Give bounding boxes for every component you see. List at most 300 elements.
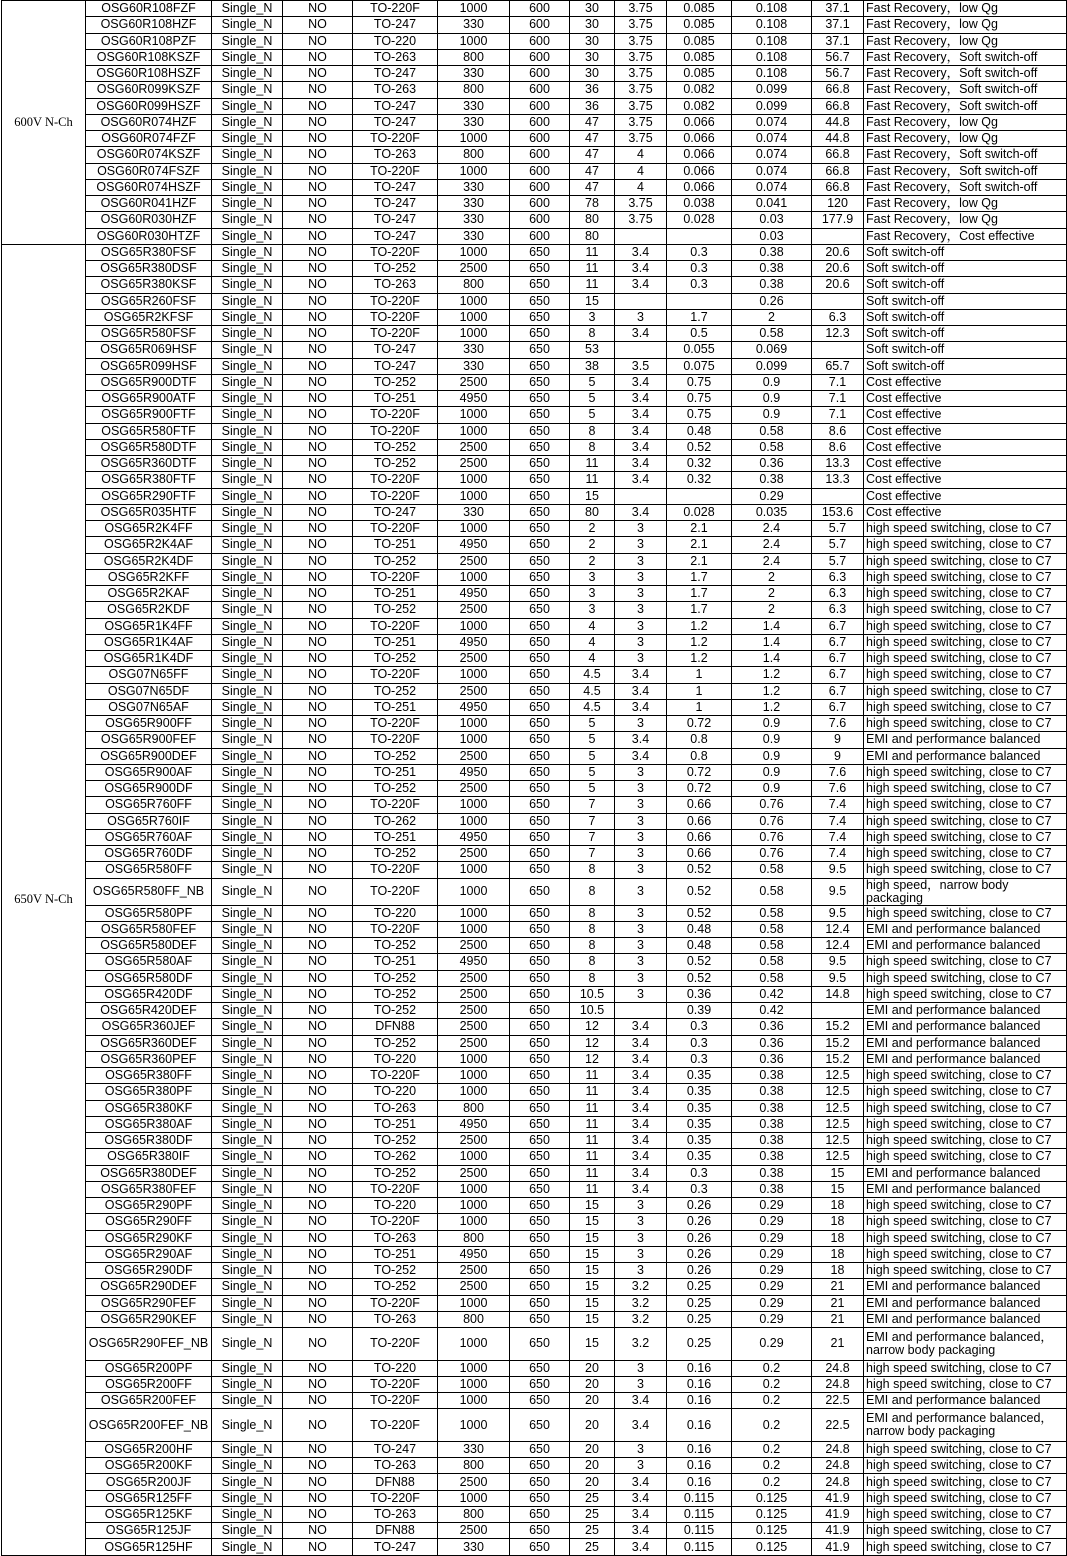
cell-vds: 600 xyxy=(510,114,570,130)
cell-esd: NO xyxy=(283,1035,353,1051)
cell-rds-typ: 0.085 xyxy=(667,49,732,65)
cell-qg: 24.8 xyxy=(812,1458,864,1474)
cell-id: 80 xyxy=(570,504,615,520)
cell-package: TO-247 xyxy=(353,342,438,358)
cell-part-number: OSG65R2KAF xyxy=(86,586,212,602)
table-row xyxy=(2,1409,1067,1442)
cell-id: 10.5 xyxy=(570,986,615,1002)
cell-qg: 8.6 xyxy=(812,439,864,455)
cell-vth: 3 xyxy=(615,764,667,780)
cell-qg: 5.7 xyxy=(812,553,864,569)
cell-rds-typ: 0.085 xyxy=(667,33,732,49)
cell-rds-max: 0.29 xyxy=(732,1328,812,1361)
table-row xyxy=(2,1279,1067,1295)
cell-id: 5 xyxy=(570,391,615,407)
cell-mpq: 2500 xyxy=(438,439,510,455)
table-row xyxy=(2,1376,1067,1392)
table-row xyxy=(2,228,1067,244)
cell-configuration: Single_N xyxy=(212,66,283,82)
cell-esd: NO xyxy=(283,1393,353,1409)
cell-vds: 650 xyxy=(510,342,570,358)
cell-application: high speed switching, close to C7 xyxy=(864,954,1067,970)
cell-esd: NO xyxy=(283,1506,353,1522)
cell-mpq: 1000 xyxy=(438,813,510,829)
cell-esd: NO xyxy=(283,1165,353,1181)
cell-vds: 650 xyxy=(510,846,570,862)
cell-application: high speed switching, close to C7 xyxy=(864,1068,1067,1084)
cell-vds: 600 xyxy=(510,196,570,212)
cell-mpq: 2500 xyxy=(438,748,510,764)
cell-package: TO-220F xyxy=(353,716,438,732)
cell-package: TO-220F xyxy=(353,407,438,423)
cell-id: 20 xyxy=(570,1376,615,1392)
cell-application: high speed switching, close to C7 xyxy=(864,1263,1067,1279)
cell-vth: 3.75 xyxy=(615,17,667,33)
cell-esd: NO xyxy=(283,1100,353,1116)
cell-configuration: Single_N xyxy=(212,1539,283,1555)
cell-package: TO-252 xyxy=(353,748,438,764)
cell-vds: 650 xyxy=(510,1051,570,1067)
cell-id: 15 xyxy=(570,1279,615,1295)
cell-qg: 20.6 xyxy=(812,261,864,277)
table-row xyxy=(2,212,1067,228)
cell-mpq: 1000 xyxy=(438,131,510,147)
table-row xyxy=(2,618,1067,634)
cell-rds-typ: 0.028 xyxy=(667,212,732,228)
cell-vth: 3.75 xyxy=(615,98,667,114)
cell-vds: 650 xyxy=(510,797,570,813)
cell-esd: NO xyxy=(283,1051,353,1067)
table-row xyxy=(2,326,1067,342)
cell-rds-max: 0.58 xyxy=(732,905,812,921)
cell-rds-max: 0.074 xyxy=(732,163,812,179)
cell-qg xyxy=(812,342,864,358)
cell-id: 5 xyxy=(570,716,615,732)
cell-vds: 650 xyxy=(510,716,570,732)
cell-vds: 650 xyxy=(510,1003,570,1019)
cell-application: EMI and performance balanced xyxy=(864,938,1067,954)
cell-qg: 9.5 xyxy=(812,954,864,970)
cell-esd: NO xyxy=(283,423,353,439)
table-row xyxy=(2,1246,1067,1262)
cell-mpq: 2500 xyxy=(438,1474,510,1490)
cell-part-number: OSG65R580DTF xyxy=(86,439,212,455)
cell-rds-max: 0.2 xyxy=(732,1441,812,1457)
cell-application: Fast Recovery，Cost effective xyxy=(864,228,1067,244)
cell-rds-max: 0.36 xyxy=(732,456,812,472)
cell-rds-max: 0.29 xyxy=(732,1246,812,1262)
cell-rds-typ: 1.2 xyxy=(667,634,732,650)
table-row xyxy=(2,488,1067,504)
cell-vth: 3 xyxy=(615,716,667,732)
cell-qg: 120 xyxy=(812,196,864,212)
cell-id: 5 xyxy=(570,732,615,748)
cell-rds-typ: 0.3 xyxy=(667,277,732,293)
cell-rds-max: 1.4 xyxy=(732,651,812,667)
cell-rds-typ: 0.3 xyxy=(667,244,732,260)
cell-rds-typ: 0.39 xyxy=(667,1003,732,1019)
cell-vth: 3.4 xyxy=(615,1181,667,1197)
cell-id: 4.5 xyxy=(570,683,615,699)
table-row xyxy=(2,683,1067,699)
cell-vds: 650 xyxy=(510,423,570,439)
cell-package: TO-220 xyxy=(353,1360,438,1376)
cell-package: TO-251 xyxy=(353,1246,438,1262)
cell-mpq: 1000 xyxy=(438,921,510,937)
cell-vds: 650 xyxy=(510,667,570,683)
cell-mpq: 2500 xyxy=(438,1035,510,1051)
cell-vds: 650 xyxy=(510,862,570,878)
cell-application: Fast Recovery，Soft switch-off xyxy=(864,49,1067,65)
cell-mpq: 1000 xyxy=(438,618,510,634)
cell-vds: 650 xyxy=(510,261,570,277)
cell-esd: NO xyxy=(283,179,353,195)
cell-rds-typ: 0.66 xyxy=(667,797,732,813)
cell-rds-max: 1.2 xyxy=(732,683,812,699)
cell-mpq: 1000 xyxy=(438,1214,510,1230)
cell-package: TO-247 xyxy=(353,228,438,244)
cell-esd: NO xyxy=(283,634,353,650)
cell-qg: 12.5 xyxy=(812,1068,864,1084)
cell-configuration: Single_N xyxy=(212,114,283,130)
table-row xyxy=(2,1328,1067,1361)
cell-application: high speed switching, close to C7 xyxy=(864,1490,1067,1506)
cell-rds-typ: 0.115 xyxy=(667,1523,732,1539)
cell-esd: NO xyxy=(283,1360,353,1376)
cell-configuration: Single_N xyxy=(212,954,283,970)
cell-application: Cost effective xyxy=(864,391,1067,407)
table-row xyxy=(2,553,1067,569)
cell-esd: NO xyxy=(283,521,353,537)
cell-esd: NO xyxy=(283,537,353,553)
table-row xyxy=(2,878,1067,905)
cell-part-number: OSG65R1K4FF xyxy=(86,618,212,634)
cell-vds: 650 xyxy=(510,358,570,374)
cell-qg: 22.5 xyxy=(812,1393,864,1409)
cell-rds-typ: 0.3 xyxy=(667,1165,732,1181)
cell-rds-max: 2 xyxy=(732,569,812,585)
table-row xyxy=(2,634,1067,650)
cell-application: high speed switching, close to C7 xyxy=(864,905,1067,921)
cell-rds-max: 1.4 xyxy=(732,618,812,634)
table-body xyxy=(2,1,1067,1556)
cell-part-number: OSG65R2KDF xyxy=(86,602,212,618)
table-row xyxy=(2,244,1067,260)
cell-package: TO-220F xyxy=(353,131,438,147)
cell-id: 15 xyxy=(570,1263,615,1279)
cell-part-number: OSG65R380FSF xyxy=(86,244,212,260)
cell-configuration: Single_N xyxy=(212,179,283,195)
cell-mpq: 1000 xyxy=(438,1198,510,1214)
cell-qg: 9 xyxy=(812,732,864,748)
cell-configuration: Single_N xyxy=(212,748,283,764)
cell-rds-typ: 0.085 xyxy=(667,66,732,82)
cell-esd: NO xyxy=(283,1003,353,1019)
cell-vth: 3.4 xyxy=(615,732,667,748)
cell-vth: 3 xyxy=(615,797,667,813)
cell-vth: 3.4 xyxy=(615,1019,667,1035)
cell-id: 15 xyxy=(570,1328,615,1361)
cell-qg: 44.8 xyxy=(812,114,864,130)
cell-qg: 7.1 xyxy=(812,407,864,423)
cell-part-number: OSG65R125JF xyxy=(86,1523,212,1539)
cell-esd: NO xyxy=(283,66,353,82)
cell-vth: 3.4 xyxy=(615,667,667,683)
cell-application: high speed switching, close to C7 xyxy=(864,667,1067,683)
cell-vds: 600 xyxy=(510,163,570,179)
cell-vds: 650 xyxy=(510,537,570,553)
cell-rds-max: 1.4 xyxy=(732,634,812,650)
cell-package: TO-251 xyxy=(353,699,438,715)
cell-qg: 6.7 xyxy=(812,651,864,667)
cell-configuration: Single_N xyxy=(212,407,283,423)
cell-vth: 3 xyxy=(615,829,667,845)
cell-id: 10.5 xyxy=(570,1003,615,1019)
cell-package: TO-247 xyxy=(353,504,438,520)
cell-application: high speed switching, close to C7 xyxy=(864,797,1067,813)
cell-esd: NO xyxy=(283,488,353,504)
cell-rds-typ: 0.75 xyxy=(667,374,732,390)
cell-qg: 15.2 xyxy=(812,1019,864,1035)
cell-rds-max: 0.03 xyxy=(732,228,812,244)
cell-mpq: 4950 xyxy=(438,699,510,715)
table-row xyxy=(2,1100,1067,1116)
cell-mpq: 1000 xyxy=(438,309,510,325)
cell-mpq: 330 xyxy=(438,114,510,130)
cell-vds: 650 xyxy=(510,1068,570,1084)
cell-application: Cost effective xyxy=(864,488,1067,504)
cell-mpq: 1000 xyxy=(438,1409,510,1442)
cell-qg xyxy=(812,228,864,244)
cell-application: EMI and performance balanced xyxy=(864,1019,1067,1035)
cell-rds-max: 0.108 xyxy=(732,66,812,82)
cell-qg: 21 xyxy=(812,1311,864,1327)
cell-vds: 600 xyxy=(510,82,570,98)
cell-rds-max: 0.58 xyxy=(732,970,812,986)
cell-part-number: OSG65R290DEF xyxy=(86,1279,212,1295)
cell-vds: 650 xyxy=(510,878,570,905)
cell-mpq: 4950 xyxy=(438,829,510,845)
cell-qg: 20.6 xyxy=(812,244,864,260)
cell-rds-max: 0.42 xyxy=(732,1003,812,1019)
cell-qg: 65.7 xyxy=(812,358,864,374)
cell-esd: NO xyxy=(283,1441,353,1457)
cell-configuration: Single_N xyxy=(212,1328,283,1361)
cell-esd: NO xyxy=(283,569,353,585)
cell-mpq: 330 xyxy=(438,212,510,228)
cell-vth: 3 xyxy=(615,1198,667,1214)
cell-vth: 3.4 xyxy=(615,1116,667,1132)
cell-qg: 21 xyxy=(812,1295,864,1311)
table-row xyxy=(2,1035,1067,1051)
group-label: 600V N-Ch xyxy=(2,1,86,245)
cell-vds: 600 xyxy=(510,179,570,195)
cell-application: high speed switching, close to C7 xyxy=(864,1523,1067,1539)
table-row xyxy=(2,748,1067,764)
cell-configuration: Single_N xyxy=(212,228,283,244)
cell-qg: 6.3 xyxy=(812,586,864,602)
cell-part-number: OSG65R290KF xyxy=(86,1230,212,1246)
cell-mpq: 4950 xyxy=(438,1246,510,1262)
cell-mpq: 2500 xyxy=(438,602,510,618)
cell-vth: 3 xyxy=(615,905,667,921)
cell-qg: 18 xyxy=(812,1230,864,1246)
cell-part-number: OSG65R380FTF xyxy=(86,472,212,488)
cell-configuration: Single_N xyxy=(212,1230,283,1246)
cell-id: 15 xyxy=(570,1214,615,1230)
cell-configuration: Single_N xyxy=(212,1376,283,1392)
cell-configuration: Single_N xyxy=(212,781,283,797)
cell-vth: 3.4 xyxy=(615,423,667,439)
cell-id: 11 xyxy=(570,1116,615,1132)
cell-qg: 37.1 xyxy=(812,17,864,33)
cell-rds-max: 2.4 xyxy=(732,521,812,537)
cell-vth: 3.5 xyxy=(615,358,667,374)
cell-package: TO-220F xyxy=(353,293,438,309)
cell-configuration: Single_N xyxy=(212,553,283,569)
cell-rds-max: 0.38 xyxy=(732,244,812,260)
cell-configuration: Single_N xyxy=(212,683,283,699)
cell-id: 7 xyxy=(570,829,615,845)
cell-vth: 3 xyxy=(615,602,667,618)
cell-qg: 21 xyxy=(812,1279,864,1295)
cell-mpq: 1000 xyxy=(438,1181,510,1197)
table-row xyxy=(2,1539,1067,1555)
cell-part-number: OSG65R380DEF xyxy=(86,1165,212,1181)
cell-qg: 6.7 xyxy=(812,618,864,634)
cell-qg: 66.8 xyxy=(812,163,864,179)
cell-configuration: Single_N xyxy=(212,618,283,634)
cell-package: TO-220F xyxy=(353,1214,438,1230)
cell-vds: 650 xyxy=(510,732,570,748)
cell-application: high speed switching, close to C7 xyxy=(864,1458,1067,1474)
cell-configuration: Single_N xyxy=(212,569,283,585)
cell-package: TO-263 xyxy=(353,1230,438,1246)
cell-part-number: OSG65R360PEF xyxy=(86,1051,212,1067)
cell-rds-typ: 0.115 xyxy=(667,1490,732,1506)
cell-vds: 650 xyxy=(510,699,570,715)
cell-configuration: Single_N xyxy=(212,504,283,520)
table-row xyxy=(2,358,1067,374)
cell-configuration: Single_N xyxy=(212,212,283,228)
cell-package: TO-220F xyxy=(353,326,438,342)
cell-application: high speed switching, close to C7 xyxy=(864,683,1067,699)
cell-vds: 600 xyxy=(510,66,570,82)
cell-vds: 650 xyxy=(510,651,570,667)
cell-mpq: 1000 xyxy=(438,862,510,878)
cell-vth: 3.75 xyxy=(615,82,667,98)
cell-id: 8 xyxy=(570,439,615,455)
cell-configuration: Single_N xyxy=(212,1279,283,1295)
cell-part-number: OSG65R760FF xyxy=(86,797,212,813)
cell-application: high speed switching, close to C7 xyxy=(864,634,1067,650)
cell-qg: 153.6 xyxy=(812,504,864,520)
cell-vth: 3.4 xyxy=(615,277,667,293)
cell-qg: 44.8 xyxy=(812,131,864,147)
cell-configuration: Single_N xyxy=(212,602,283,618)
cell-mpq: 1000 xyxy=(438,667,510,683)
cell-vth: 3 xyxy=(615,970,667,986)
cell-qg: 66.8 xyxy=(812,82,864,98)
cell-rds-max: 0.29 xyxy=(732,1214,812,1230)
cell-vds: 650 xyxy=(510,1116,570,1132)
cell-mpq: 1000 xyxy=(438,407,510,423)
cell-application: high speed switching, close to C7 xyxy=(864,1474,1067,1490)
cell-application: Cost effective xyxy=(864,423,1067,439)
cell-qg: 18 xyxy=(812,1198,864,1214)
cell-configuration: Single_N xyxy=(212,634,283,650)
table-row xyxy=(2,970,1067,986)
cell-mpq: 1000 xyxy=(438,878,510,905)
cell-rds-typ: 0.35 xyxy=(667,1133,732,1149)
cell-application: Fast Recovery，low Qg xyxy=(864,114,1067,130)
cell-configuration: Single_N xyxy=(212,1246,283,1262)
cell-configuration: Single_N xyxy=(212,1165,283,1181)
cell-package: TO-247 xyxy=(353,1441,438,1457)
cell-application: high speed switching, close to C7 xyxy=(864,716,1067,732)
cell-part-number: OSG65R380KSF xyxy=(86,277,212,293)
cell-configuration: Single_N xyxy=(212,1311,283,1327)
cell-package: TO-220F xyxy=(353,618,438,634)
cell-mpq: 1000 xyxy=(438,423,510,439)
cell-rds-max: 0.041 xyxy=(732,196,812,212)
cell-qg: 13.3 xyxy=(812,472,864,488)
cell-rds-max: 0.42 xyxy=(732,986,812,1002)
cell-vth xyxy=(615,342,667,358)
cell-application: high speed switching, close to C7 xyxy=(864,986,1067,1002)
cell-configuration: Single_N xyxy=(212,439,283,455)
cell-id: 25 xyxy=(570,1506,615,1522)
cell-mpq: 330 xyxy=(438,98,510,114)
cell-package: TO-247 xyxy=(353,98,438,114)
cell-vth xyxy=(615,228,667,244)
cell-configuration: Single_N xyxy=(212,1214,283,1230)
table-row xyxy=(2,1068,1067,1084)
cell-configuration: Single_N xyxy=(212,829,283,845)
cell-application: EMI and performance balanced xyxy=(864,1003,1067,1019)
cell-rds-max: 0.9 xyxy=(732,391,812,407)
cell-vth: 3 xyxy=(615,309,667,325)
cell-application: Cost effective xyxy=(864,407,1067,423)
cell-vth: 3.4 xyxy=(615,1035,667,1051)
cell-id: 20 xyxy=(570,1360,615,1376)
cell-application: high speed switching, close to C7 xyxy=(864,521,1067,537)
cell-rds-typ: 0.66 xyxy=(667,813,732,829)
cell-part-number: OSG65R580FSF xyxy=(86,326,212,342)
cell-esd: NO xyxy=(283,456,353,472)
cell-mpq: 330 xyxy=(438,17,510,33)
cell-package: TO-252 xyxy=(353,986,438,1002)
cell-vth: 3.4 xyxy=(615,244,667,260)
cell-mpq: 330 xyxy=(438,504,510,520)
cell-esd: NO xyxy=(283,1474,353,1490)
cell-rds-typ: 1.2 xyxy=(667,651,732,667)
cell-vth xyxy=(615,293,667,309)
cell-package: DFN88 xyxy=(353,1474,438,1490)
cell-configuration: Single_N xyxy=(212,813,283,829)
cell-id: 80 xyxy=(570,228,615,244)
cell-qg: 66.8 xyxy=(812,147,864,163)
table-row xyxy=(2,954,1067,970)
cell-vds: 650 xyxy=(510,1490,570,1506)
cell-rds-typ: 0.066 xyxy=(667,131,732,147)
cell-esd: NO xyxy=(283,114,353,130)
cell-vds: 650 xyxy=(510,1360,570,1376)
cell-esd: NO xyxy=(283,131,353,147)
cell-package: TO-220F xyxy=(353,667,438,683)
cell-id: 11 xyxy=(570,1133,615,1149)
cell-vth: 3.4 xyxy=(615,504,667,520)
